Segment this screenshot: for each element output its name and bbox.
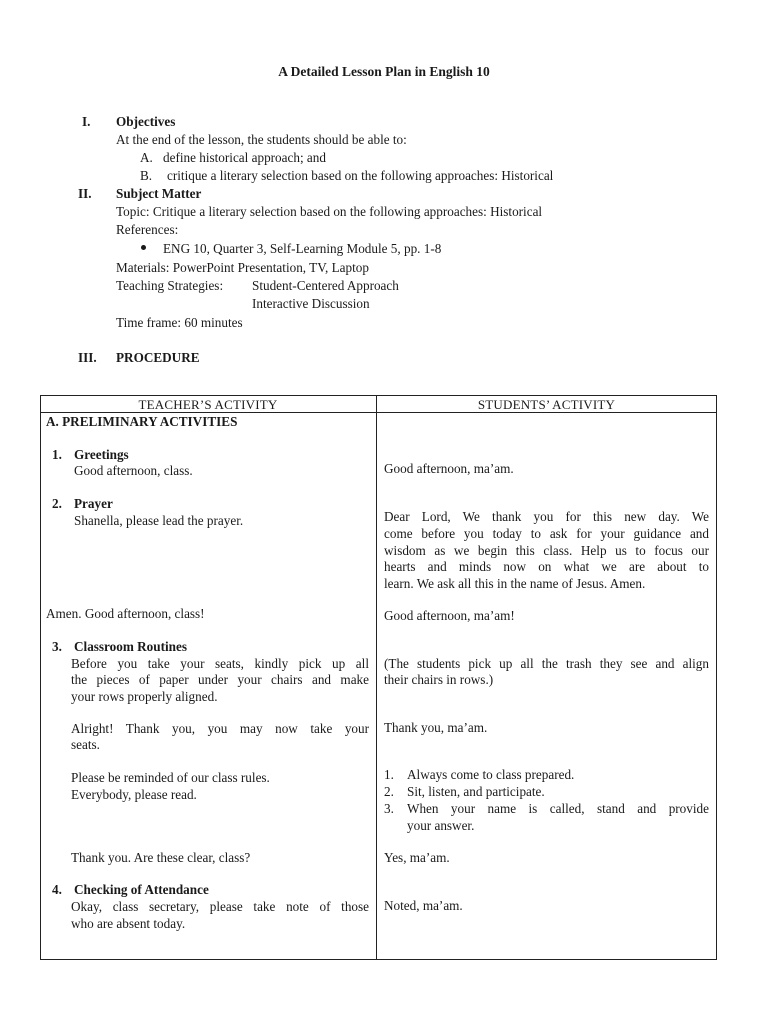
topic-label: Topic: [116,204,150,219]
prayer-student-last: learn. We ask all this in the name of Jesus. Amen. [384,576,646,591]
subject-matter-numeral: II. [78,186,92,201]
attendance-teacher-last: who are absent today. [71,916,186,931]
attendance-student: Noted, ma’am. [384,898,463,913]
materials-line: Materials: PowerPoint Presentation, TV, Laptop [116,260,369,275]
prayer-student-line: Dear Lord, We thank you for this new day. We [384,509,709,524]
prayer-student-after: Good afternoon, ma’am! [384,608,515,623]
table-column-divider [376,395,377,960]
rule-text: Sit, listen, and participate. [407,784,545,799]
topic-value: Critique a literary selection based on the following approaches: Historical [152,204,543,219]
prayer-student-line: hearts and minds now on what we are about to [384,559,709,574]
objective-b-marker: B. [140,168,153,183]
routines-heading: Classroom Routines [74,639,187,654]
routines-teacher3-b: Everybody, please read. [71,787,197,802]
routines-teacher-last: your rows properly aligned. [71,689,218,704]
routines-teacher2-line: Alright! Thank you, you may now take your [71,721,369,736]
students-activity-header: STUDENTS’ ACTIVITY [477,397,616,412]
routines-student2: Thank you, ma’am. [384,720,488,735]
attendance-number: 4. [52,882,62,897]
rule-number: 3. [384,801,394,816]
prayer-heading: Prayer [74,496,113,511]
subject-matter-heading: Subject Matter [116,186,202,201]
reference-item: ENG 10, Quarter 3, Self-Learning Module 5, pp. 1-8 [163,241,442,256]
section-a-heading: A. PRELIMINARY ACTIVITIES [46,414,238,429]
time-frame: Time frame: 60 minutes [116,315,243,330]
objective-b-text: critique a literary selection based on the following approaches: Historical [167,168,554,183]
strategy-1: Student-Centered Approach [252,278,399,293]
routines-teacher-line: Before you take your seats, kindly pick up all [71,656,369,671]
attendance-teacher-line: Okay, class secretary, please take note of those [71,899,369,914]
rule-text: Always come to class prepared. [407,767,575,782]
references-label: References: [116,222,179,237]
routines-student4: Yes, ma’am. [384,850,450,865]
greetings-teacher: Good afternoon, class. [74,463,193,478]
objectives-intro: At the end of the lesson, the students should be able to: [116,132,407,147]
prayer-student-line: come before you today to ask for your guidance and [384,526,709,541]
procedure-numeral: III. [78,350,97,365]
routines-student-last: their chairs in rows.) [384,672,494,687]
attendance-heading: Checking of Attendance [74,882,209,897]
routines-number: 3. [52,639,62,654]
strategy-2: Interactive Discussion [252,296,370,311]
rule-number: 1. [384,767,394,782]
prayer-student-line: wisdom as we begin this class. Help us to focus our [384,543,709,558]
greetings-heading: Greetings [74,447,129,462]
routines-student-line: (The students pick up all the trash they see and align [384,656,709,671]
objectives-heading: Objectives [116,114,176,129]
routines-teacher3-a: Please be reminded of our class rules. [71,770,270,785]
procedure-heading: PROCEDURE [116,350,200,365]
rule-3-continuation: your answer. [407,818,475,833]
prayer-teacher-after: Amen. Good afternoon, class! [46,606,205,621]
objective-a-marker: A. [140,150,153,165]
teacher-activity-header: TEACHER’S ACTIVITY [138,397,278,412]
bullet-icon [141,245,146,250]
prayer-teacher: Shanella, please lead the prayer. [74,513,244,528]
routines-teacher2-last: seats. [71,737,100,752]
prayer-number: 2. [52,496,62,511]
topic-line [116,203,542,221]
objectives-numeral: I. [82,114,91,129]
greetings-student: Good afternoon, ma’am. [384,461,514,476]
strategies-label: Teaching Strategies: [116,278,224,293]
document-title: A Detailed Lesson Plan in English 10 [278,64,490,79]
routines-teacher4: Thank you. Are these clear, class? [71,850,251,865]
rule-text: When your name is called, stand and provide [407,801,709,816]
rule-number: 2. [384,784,394,799]
routines-teacher-line: the pieces of paper under your chairs and make [71,672,369,687]
objective-a-text: define historical approach; and [163,150,326,165]
greetings-number: 1. [52,447,62,462]
